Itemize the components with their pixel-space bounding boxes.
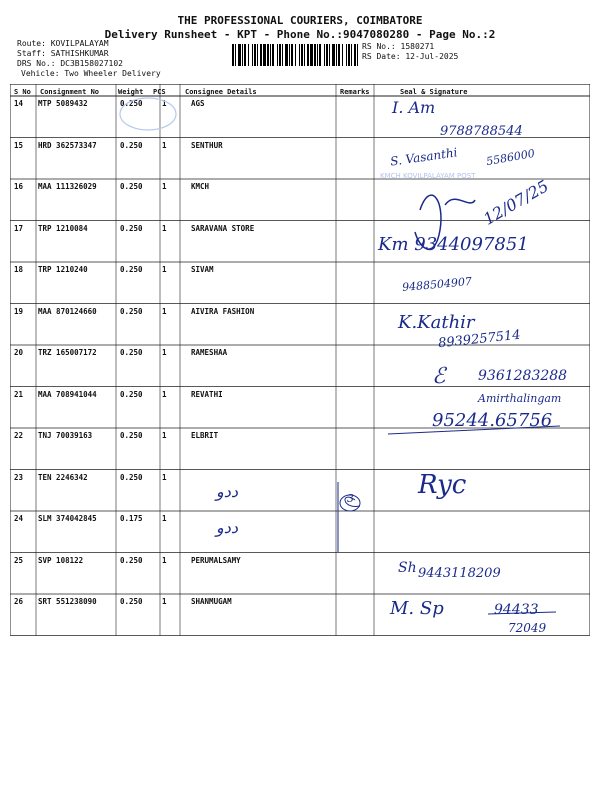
row-weight: 0.250 <box>120 223 143 233</box>
row-pcs: 1 <box>162 555 167 565</box>
row-consignment-no: SVP 108122 <box>38 555 84 565</box>
row-sno: 18 <box>14 265 24 274</box>
staff-text: Staff: SATHISHKUMAR <box>17 49 109 58</box>
row-consignee: REVATHI <box>191 389 223 399</box>
row-pcs: 1 <box>162 597 167 606</box>
note-24: ددو <box>216 518 238 537</box>
col-consignee: Consignee Details <box>185 88 257 96</box>
row-pcs: 1 <box>162 223 167 233</box>
col-sno: S No <box>14 88 31 96</box>
signature-25: Sh <box>398 560 417 576</box>
row-weight: 0.250 <box>120 140 143 150</box>
row-weight: 0.250 <box>120 99 143 108</box>
row-weight: 0.250 <box>120 265 143 274</box>
row-consignment-no: SLM 374042845 <box>38 514 97 523</box>
row-sno: 14 <box>14 99 24 108</box>
row-weight: 0.250 <box>120 389 143 399</box>
row-pcs: 1 <box>162 348 167 357</box>
row-sno: 23 <box>14 472 24 482</box>
row-sno: 15 <box>14 140 24 150</box>
phone-26-a: 94433 <box>494 602 539 618</box>
remark-23: 3 <box>347 492 354 505</box>
stamp-text: KMCH KOVILPALAYAM POST <box>380 172 476 180</box>
row-pcs: 1 <box>162 472 167 482</box>
signature-23: Ryc <box>418 470 467 500</box>
phone-26-b: 72049 <box>508 621 547 635</box>
signature-14: I. Am <box>392 98 436 117</box>
row-consignment-no: TEN 2246342 <box>38 472 88 482</box>
row-pcs: 1 <box>162 265 167 274</box>
signature-20: ℰ <box>432 364 446 389</box>
row-consignee: SENTHUR <box>191 140 223 150</box>
row-consignee: SARAVANA STORE <box>191 223 255 233</box>
row-pcs: 1 <box>162 389 167 399</box>
phone-18: 9488504907 <box>401 274 473 295</box>
signature-19: K.Kathir <box>398 312 475 333</box>
row-consignee: KMCH <box>191 182 210 191</box>
row-sno: 26 <box>14 597 24 606</box>
row-consignee: SIVAM <box>191 265 214 274</box>
row-sno: 16 <box>14 182 24 191</box>
row-consignment-no: HRD 362573347 <box>38 140 97 150</box>
row-pcs: 1 <box>162 99 167 108</box>
row-consignment-no: MTP 5089432 <box>38 99 88 108</box>
row-weight: 0.250 <box>120 597 143 606</box>
row-sno: 22 <box>14 431 24 440</box>
signature-15: S. Vasanthi <box>389 145 459 169</box>
row-consignee: AIVIRA FASHION <box>191 306 255 316</box>
row-pcs: 1 <box>162 182 167 191</box>
rs-date-text: RS Date: 12-Jul-2025 <box>362 52 459 61</box>
row-consignee: RAMESHAA <box>191 348 228 357</box>
row-consignment-no: SRT 551238090 <box>38 597 97 606</box>
phone-21: 95244.65756 <box>432 410 553 431</box>
phone-14: 9788788544 <box>440 124 523 139</box>
col-remarks: Remarks <box>340 88 370 96</box>
document-title: THE PROFESSIONAL COURIERS, COIMBATORE <box>177 14 423 27</box>
row-weight: 0.250 <box>120 472 143 482</box>
row-consignment-no: TRP 1210084 <box>38 223 88 233</box>
row-sno: 19 <box>14 306 24 316</box>
phone-25: 9443118209 <box>418 566 501 581</box>
row-pcs: 1 <box>162 140 167 150</box>
row-sno: 25 <box>14 555 24 565</box>
drs-text: DRS No.: DC3B158027102 <box>17 59 123 68</box>
row-sno: 24 <box>14 514 24 523</box>
col-consignment: Consignment No <box>40 88 100 96</box>
col-seal: Seal & Signature <box>400 88 468 96</box>
row-consignee: PERUMALSAMY <box>191 555 241 565</box>
row-weight: 0.250 <box>120 306 143 316</box>
row-sno: 17 <box>14 223 24 233</box>
row-weight: 0.250 <box>120 348 143 357</box>
row-consignee: SHANMUGAM <box>191 597 232 606</box>
row-pcs: 1 <box>162 514 167 523</box>
row-consignment-no: MAA 870124660 <box>38 306 97 316</box>
row-consignee: ELBRIT <box>191 431 219 440</box>
row-weight: 0.250 <box>120 431 143 440</box>
row-sno: 20 <box>14 348 24 357</box>
row-consignment-no: MAA 111326029 <box>38 182 97 191</box>
signature-21: Amirthalingam <box>478 392 562 405</box>
row-consignment-no: TNJ 70039163 <box>38 431 93 440</box>
row-weight: 0.250 <box>120 555 143 565</box>
row-consignment-no: MAA 708941044 <box>38 389 97 399</box>
row-sno: 21 <box>14 389 24 399</box>
date-16: 12/07/25 <box>480 176 552 229</box>
row-weight: 0.250 <box>120 182 143 191</box>
signature-26: M. Sp <box>390 598 444 619</box>
phone-15: 5586000 <box>485 146 536 169</box>
row-pcs: 1 <box>162 306 167 316</box>
col-weight: Weight <box>118 88 144 96</box>
row-consignee: AGS <box>191 99 205 108</box>
row-consignment-no: TRZ 165007172 <box>38 348 97 357</box>
phone-20: 9361283288 <box>478 368 568 384</box>
row-pcs: 1 <box>162 431 167 440</box>
row-consignment-no: TRP 1210240 <box>38 265 88 274</box>
row-weight: 0.175 <box>120 514 143 523</box>
note-23: ددو <box>216 482 238 501</box>
phone-19: 8939257514 <box>437 327 522 352</box>
vehicle-text: Vehicle: Two Wheeler Delivery <box>21 69 161 78</box>
route-text: Route: KOVILPALAYAM <box>17 39 109 48</box>
document-subtitle: Delivery Runsheet - KPT - Phone No.:9047080280 - Page No.:2 <box>104 28 496 41</box>
signature-17: Km 9344097851 <box>378 234 529 255</box>
rs-no-text: RS No.: 1580271 <box>362 42 435 51</box>
col-pcs: PCS <box>153 88 166 96</box>
